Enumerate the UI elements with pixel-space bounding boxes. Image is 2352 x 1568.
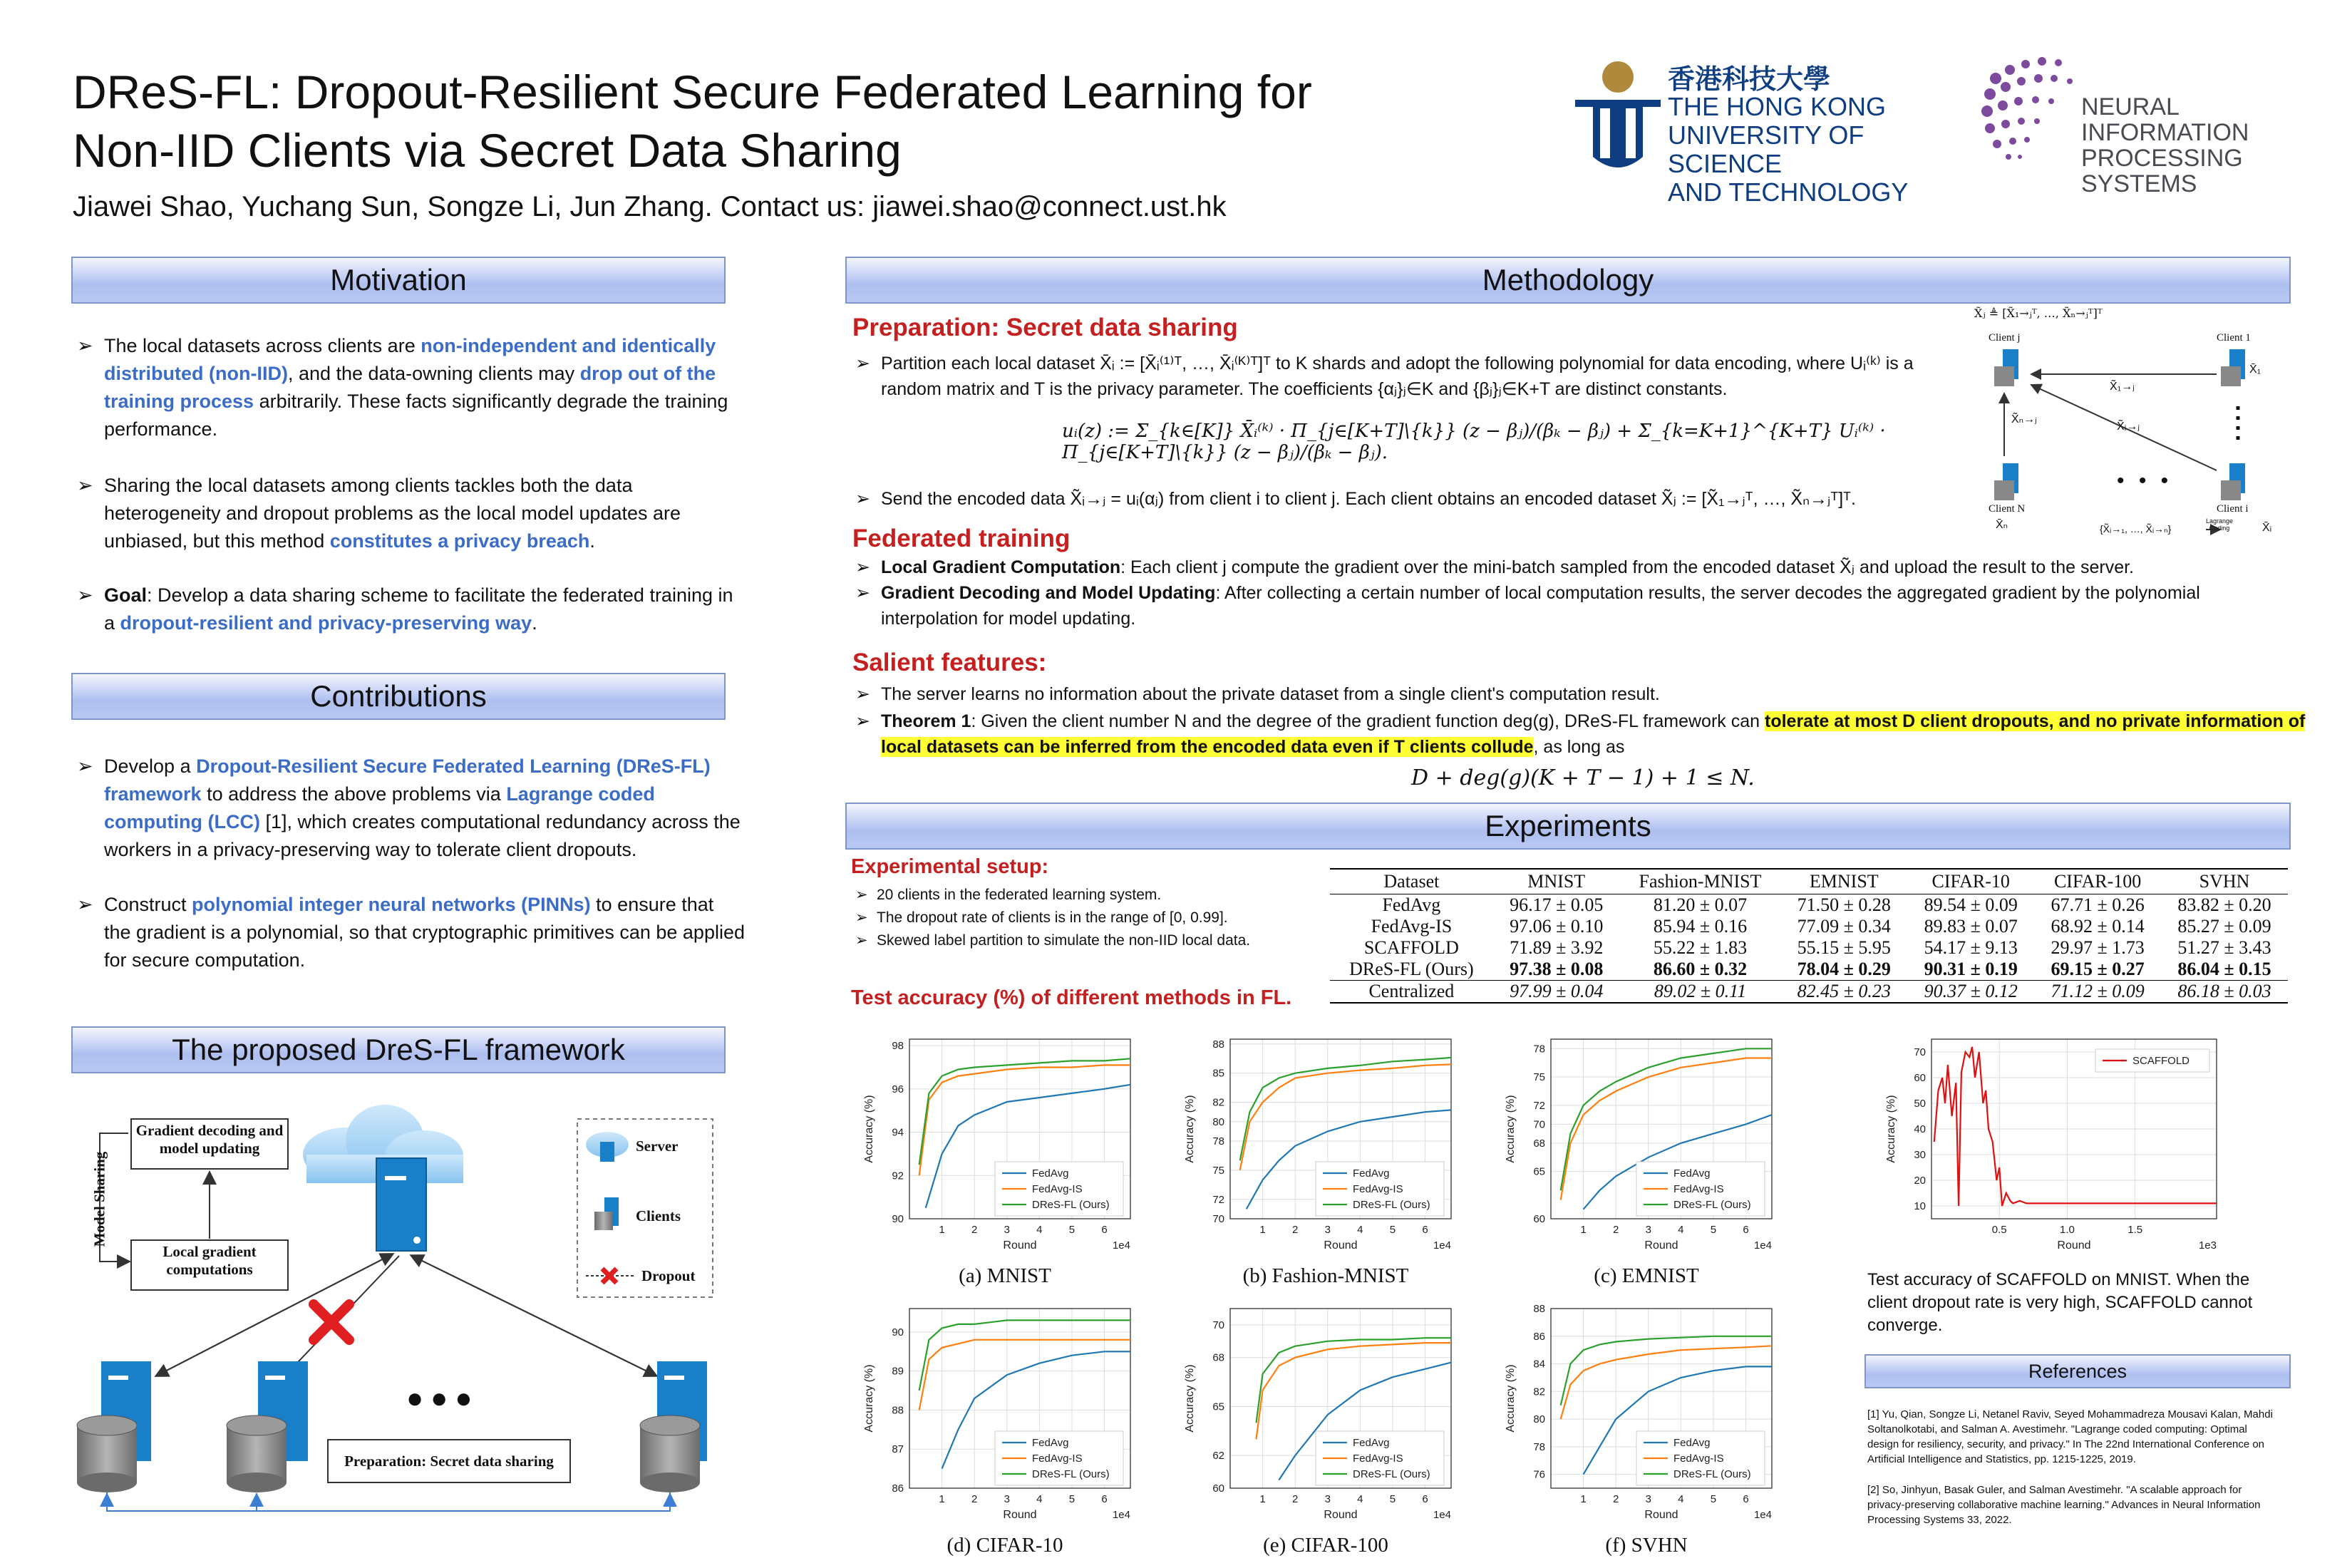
x-tick-label: 5 [1068, 1493, 1076, 1505]
fed-training-heading: Federated training [852, 525, 1071, 552]
y-tick-label: 62 [1212, 1450, 1224, 1463]
motivation-bullet-1: ➢ The local datasets across clients are non-independent and identically distributed (non-IID), and the data-owning clients may drop out of the training process arbitrarily. These facts significantly degrade the training performance. [77, 332, 746, 443]
x-tick-label: 3 [1324, 1493, 1331, 1505]
scaffold-caption: Test accuracy of SCAFFOLD on MNIST. When the client dropout rate is very high, SCAFFOLD cannot converge. [1867, 1270, 2253, 1335]
x-tick-label: 4 [1036, 1224, 1043, 1236]
series-line [1561, 1346, 1772, 1419]
framework-heading: The proposed DreS-FL framework [71, 1026, 726, 1073]
y-tick-label: 70 [1914, 1046, 1926, 1058]
fed-bullet-2: ➢ Gradient Decoding and Model Updating: After collecting a certain number of local computation results, the server decodes the aggregated gradient by the polynomial interpolation for model updating. [855, 580, 2264, 631]
chart-svg [1487, 1029, 1793, 1264]
reference-1: [1] Yu, Qian, Songze Li, Netanel Raviv, Seyed Mohammadreza Mousavi Kalan, Mahdi Soltanolkotabi, and Salman A. Avestimehr. "Lagrange coded computing: Optimal design for resiliency, security, and privacy." In The 22nd International Conference on Artificial Intelligence and Statistics, pp. 1215-1225, 2019. [1867, 1408, 2273, 1465]
motivation-heading: Motivation [71, 257, 726, 304]
y-tick-label: 68 [1533, 1137, 1545, 1150]
arrow-bullet-icon: ➢ [77, 335, 93, 356]
y-tick-label: 90 [892, 1213, 904, 1225]
y-tick-label: 50 [1914, 1098, 1926, 1110]
y-tick-label: 70 [1533, 1118, 1545, 1131]
x-tick-label: 1.5 [2127, 1224, 2143, 1236]
series-line [1257, 1338, 1452, 1423]
x-tick-label: 2 [1613, 1224, 1619, 1236]
client-n-icon [1994, 463, 2018, 500]
x-tick-label: 6 [1101, 1493, 1108, 1505]
legend-client-icon [594, 1197, 619, 1230]
legend-label: FedAvg-IS [1673, 1183, 1724, 1195]
chart-svg [1166, 1299, 1472, 1534]
setup-heading: Experimental setup: [851, 855, 1049, 878]
y-tick-label: 82 [1212, 1096, 1224, 1109]
y-tick-label: 89 [892, 1365, 904, 1378]
y-tick-label: 86 [1533, 1330, 1545, 1343]
y-tick-label: 80 [1533, 1413, 1545, 1426]
chart-mnist [845, 1029, 1152, 1264]
table-row: FedAvg 96.17 ± 0.05 81.20 ± 0.07 71.50 ± 0.28 89.54 ± 0.09 67.71 ± 0.26 83.82 ± 0.20 [1382, 894, 2271, 915]
contributions-heading: Contributions [71, 673, 726, 720]
x-tick-label: 6 [1422, 1224, 1428, 1236]
x-tick-label: 4 [1357, 1493, 1363, 1505]
y-tick-label: 75 [1533, 1071, 1545, 1084]
encoding-equation: uᵢ(z) := Σ_{k∈[K]} X̄ᵢ⁽ᵏ⁾ · Π_{j∈[K+T]\{k}} (z − βⱼ)/(βₖ − βⱼ) + Σ_{k=K+1}^{K+T} Uᵢ⁽ᵏ⁾ · Π_{j∈[K+T]\{k}} (z − βⱼ)/(βₖ − βⱼ). [1062, 421, 1886, 463]
y-tick-label: 40 [1914, 1123, 1926, 1135]
y-axis-label: Accuracy (%) [1505, 1364, 1517, 1433]
y-tick-label: 86 [892, 1482, 904, 1495]
fed-bullet-1: ➢ Local Gradient Computation: Each client j compute the gradient over the mini-batch sampled from the encoded dataset X̃ⱼ and upload the result to the server. [855, 555, 2306, 580]
x-tick-label: 1 [1580, 1493, 1587, 1505]
x-tick-label: 4 [1678, 1224, 1684, 1236]
x-tick-label: 2 [1292, 1224, 1299, 1236]
arrow-bullet-icon: ➢ [855, 932, 868, 949]
x-tick-label: 4 [1678, 1493, 1684, 1505]
x-tick-label: 3 [1004, 1493, 1010, 1505]
y-tick-label: 78 [1212, 1135, 1224, 1148]
caption-cifar10: (d) CIFAR-10 [947, 1534, 1063, 1557]
client-j-icon [1994, 349, 2018, 386]
arrow-bullet-icon: ➢ [855, 909, 868, 926]
y-tick-label: 85 [1212, 1067, 1224, 1080]
x-tick-label: 4 [1357, 1224, 1363, 1236]
neurips-dots-icon [1974, 50, 2081, 171]
legend-label: FedAvg [1673, 1167, 1711, 1180]
chart-svg [845, 1299, 1152, 1534]
y-tick-label: 92 [892, 1170, 904, 1182]
caption-mnist: (a) MNIST [959, 1264, 1051, 1287]
x-tick-label: 6 [1743, 1493, 1749, 1505]
setup-item: ➢ Skewed label partition to simulate the non-IID local data. [877, 929, 1361, 952]
legend-label: FedAvg-IS [1673, 1453, 1724, 1465]
setup-item: ➢ 20 clients in the federated learning system. [877, 884, 1361, 907]
x-tick-label: 3 [1324, 1224, 1331, 1236]
x-axis-label: Round [1644, 1509, 1678, 1521]
y-tick-label: 88 [892, 1404, 904, 1417]
x-axis-label: Round [2057, 1239, 2091, 1252]
y-tick-label: 78 [1533, 1440, 1545, 1453]
dropout-x-icon [314, 1304, 349, 1340]
chart-svg [1166, 1029, 1472, 1264]
y-axis-label: Accuracy (%) [1505, 1095, 1517, 1163]
y-tick-label: 90 [892, 1326, 904, 1339]
table-heading: Test accuracy (%) of different methods in FL. [851, 986, 1292, 1009]
reference-2: [2] So, Jinhyun, Basak Guler, and Salman Avestimehr. "A scalable approach for privacy-preserving collaborative machine learning." Advances in Neural Information Processing Systems 33, 2022. [1867, 1484, 2261, 1526]
y-tick-label: 88 [1212, 1038, 1224, 1051]
x-tick-label: 2 [1613, 1493, 1619, 1505]
cloud-server-icon [303, 1105, 463, 1251]
x-tick-label: 1 [1580, 1224, 1587, 1236]
x-tick-label: 0.5 [1991, 1224, 2007, 1236]
legend-label: FedAvg-IS [1353, 1183, 1403, 1195]
legend-label: FedAvg-IS [1353, 1453, 1403, 1465]
y-tick-label: 87 [892, 1443, 904, 1456]
arrow-bullet-icon: ➢ [855, 489, 870, 509]
x-axis-label: Round [1003, 1239, 1037, 1252]
chart-scaffold [1867, 1029, 2238, 1264]
table-row: Centralized 97.99 ± 0.04 89.02 ± 0.11 82.45 ± 0.23 90.37 ± 0.12 71.12 ± 0.09 86.18 ± 0.03 [1330, 981, 2288, 1004]
y-tick-label: 96 [892, 1083, 904, 1095]
legend-label: DReS-FL (Ours) [1673, 1199, 1751, 1211]
y-tick-label: 72 [1212, 1193, 1224, 1206]
y-tick-label: 70 [1212, 1319, 1224, 1331]
y-tick-label: 94 [892, 1126, 904, 1139]
arrow-bullet-icon: ➢ [77, 475, 93, 496]
coding-diagram: X̃ⱼ ≜ [X̃₁→ⱼᵀ, …, X̃ₙ→ⱼᵀ]ᵀ Client j Client 1 Client N Client i X̄₁ X̄ₙ X̄ᵢ X̃₁→ⱼ X̃ₙ→ⱼ X̃ᵢ→ⱼ {X̃ᵢ→₁, …, X̃ᵢ→ₙ} Lagrange Coding • • • [1974, 306, 2272, 535]
legend-label: FedAvg [1673, 1437, 1711, 1449]
caption-emnist: (c) EMNIST [1594, 1264, 1699, 1287]
y-tick-label: 68 [1212, 1351, 1224, 1364]
x-tick-label: 2 [971, 1224, 978, 1236]
x-tick-label: 3 [1645, 1493, 1651, 1505]
references-heading: References [1864, 1354, 2291, 1388]
experiments-heading: Experiments [845, 803, 2291, 850]
salient-heading: Salient features: [852, 649, 1047, 676]
legend-label: DReS-FL (Ours) [1353, 1468, 1430, 1480]
x-tick-label: 1.0 [2060, 1224, 2075, 1236]
neurips-logo: NEURAL INFORMATION PROCESSING SYSTEMS [1974, 50, 2316, 185]
y-axis-label: Accuracy (%) [863, 1095, 875, 1163]
x-tick-label: 6 [1743, 1224, 1749, 1236]
x-tick-label: 6 [1422, 1493, 1428, 1505]
arrow-bullet-icon: ➢ [855, 887, 868, 903]
y-tick-label: 82 [1533, 1386, 1545, 1398]
x-tick-label: 3 [1645, 1224, 1651, 1236]
arrow-bullet-icon: ➢ [77, 894, 93, 915]
chart-svhn [1487, 1299, 1793, 1534]
table-row: SCAFFOLD 71.89 ± 3.92 55.22 ± 1.83 55.15 ± 5.95 54.17 ± 9.13 29.97 ± 1.73 51.27 ± 3.43 [1363, 937, 2271, 958]
y-tick-label: 76 [1533, 1468, 1545, 1481]
arrow-bullet-icon: ➢ [855, 354, 870, 373]
prep-bullet-2: ➢ Send the encoded data X̃ᵢ→ⱼ = uᵢ(αⱼ) from client i to client j. Each client obtains an encoded dataset X̃ⱼ := [X̃₁→ⱼᵀ, …, X̃ₙ→ⱼᵀ]ᵀ. [855, 486, 1979, 512]
y-tick-label: 60 [1212, 1482, 1224, 1495]
x-exponent-label: 1e3 [2198, 1239, 2217, 1252]
y-tick-label: 70 [1212, 1213, 1224, 1225]
hkust-logo: 香港科技大學 THE HONG KONG UNIVERSITY OF SCIENCE AND TECHNOLOGY [1568, 57, 1967, 185]
series-line [1240, 1064, 1451, 1170]
y-tick-label: 65 [1533, 1165, 1545, 1178]
x-axis-label: Round [1324, 1239, 1358, 1252]
y-tick-label: 75 [1212, 1164, 1224, 1177]
x-axis-label: Round [1324, 1509, 1358, 1521]
x-tick-label: 1 [1259, 1493, 1266, 1505]
contributions-bullet-2: ➢ Construct polynomial integer neural networks (PINNs) to ensure that the gradient is a polynomial, so that cryptographic primitives can be applied for secure computation. [77, 891, 746, 974]
hkust-emblem-icon [1568, 57, 1668, 185]
prep-bullet-1: ➢ Partition each local dataset X̄ᵢ := [X̄ᵢ⁽¹⁾ᵀ, …, X̄ᵢ⁽ᴷ⁾ᵀ]ᵀ to K shards and adopt the following polynomial for data encoding, where Uᵢ⁽ᵏ⁾ is a random matrix and T is the privacy parameter. The coefficients {αⱼ}ⱼ∈K and {βⱼ}ⱼ∈K+T are distinct constants. [855, 351, 1979, 402]
chart-emnist [1487, 1029, 1793, 1264]
legend-label: DReS-FL (Ours) [1673, 1468, 1751, 1480]
series-line [919, 1058, 1130, 1165]
chart-svg [845, 1029, 1152, 1264]
caption-fashion-mnist: (b) Fashion-MNIST [1242, 1264, 1409, 1287]
y-tick-label: 72 [1533, 1099, 1545, 1112]
motivation-bullet-2: ➢ Sharing the local datasets among clients tackles both the data heterogeneity and dropout problems as the local model updates are unbiased, but this method constitutes a privacy breach. [77, 472, 746, 555]
x-tick-label: 2 [1292, 1493, 1299, 1505]
y-tick-label: 98 [892, 1040, 904, 1053]
authors-line: Jiawei Shao, Yuchang Sun, Songze Li, Jun Zhang. Contact us: jiawei.shao@connect.ust.hk [73, 191, 1227, 222]
legend-label: DReS-FL (Ours) [1032, 1468, 1110, 1480]
arrow-bullet-icon: ➢ [855, 583, 870, 603]
salient-bullet-1: ➢ The server learns no information about the private dataset from a single client's computation result. [855, 681, 2306, 707]
y-axis-label: Accuracy (%) [863, 1364, 875, 1433]
methodology-heading: Methodology [845, 257, 2291, 304]
x-exponent-label: 1e4 [1753, 1509, 1772, 1521]
client-icon [77, 1361, 151, 1492]
x-tick-label: 1 [939, 1493, 945, 1505]
legend-label: SCAFFOLD [2132, 1055, 2190, 1067]
y-tick-label: 10 [1914, 1200, 1926, 1212]
arrow-bullet-icon: ➢ [77, 584, 93, 606]
legend-label: FedAvg-IS [1032, 1183, 1083, 1195]
y-axis-label: Accuracy (%) [1184, 1095, 1196, 1163]
x-tick-label: 3 [1004, 1224, 1010, 1236]
y-tick-label: 60 [1533, 1213, 1545, 1225]
series-line [919, 1065, 1130, 1175]
motivation-bullet-3: ➢ Goal: Develop a data sharing scheme to facilitate the federated training in a dropout-resilient and privacy-preserving way. [77, 582, 746, 637]
series-line [919, 1340, 1130, 1410]
chart-svg [1487, 1299, 1793, 1534]
chart-cifar10 [845, 1299, 1152, 1534]
legend-server-icon [586, 1132, 629, 1162]
legend-label: FedAvg-IS [1032, 1453, 1083, 1465]
x-tick-label: 1 [939, 1224, 945, 1236]
x-exponent-label: 1e4 [1433, 1509, 1451, 1521]
more-clients-dots: ●●● [406, 1383, 480, 1414]
setup-list [855, 884, 1361, 952]
x-axis-label: Round [1644, 1239, 1678, 1252]
y-tick-label: 65 [1212, 1401, 1224, 1413]
series-line [919, 1320, 1130, 1391]
y-tick-label: 60 [1914, 1072, 1926, 1084]
y-tick-label: 78 [1533, 1043, 1545, 1056]
table-row: FedAvg-IS 97.06 ± 0.10 85.94 ± 0.16 77.09 ± 0.34 89.83 ± 0.07 68.92 ± 0.14 85.27 ± 0.09 [1371, 916, 2271, 937]
x-exponent-label: 1e4 [1112, 1239, 1130, 1252]
y-axis-label: Accuracy (%) [1885, 1095, 1897, 1163]
framework-diagram: Gradient decoding and model updating Local gradient computations Model Sharing Server Clients Dropout Preparation: Secret data sharing ●●● [71, 1090, 727, 1518]
prep-heading: Preparation: Secret data sharing [852, 314, 1238, 341]
client-1-icon [2221, 349, 2245, 386]
x-tick-label: 2 [971, 1493, 978, 1505]
y-tick-label: 20 [1914, 1175, 1926, 1187]
salient-bullet-2: ➢ Theorem 1: Given the client number N and the degree of the gradient function deg(g), DReS-FL framework can tolerate at most D client dropouts, and no private information of local datasets can be inferred from the encoded data even if T clients collude, as long as [855, 708, 2306, 760]
arrow-bullet-icon: ➢ [855, 557, 870, 577]
legend-label: FedAvg [1032, 1437, 1069, 1449]
theorem-equation: D + deg(g)(K + T − 1) + 1 ≤ N. [1411, 765, 1755, 790]
y-axis-label: Accuracy (%) [1184, 1364, 1196, 1433]
x-tick-label: 5 [1710, 1493, 1717, 1505]
client-icon [640, 1361, 707, 1492]
table-row: DReS-FL (Ours) 97.38 ± 0.08 86.60 ± 0.32 78.04 ± 0.29 90.31 ± 0.19 69.15 ± 0.27 86.04 ± 0.15 [1330, 959, 2288, 981]
arrow-bullet-icon: ➢ [77, 755, 93, 777]
table-header-row: Dataset MNIST Fashion-MNIST EMNIST CIFAR-10 CIFAR-100 SVHN [1330, 869, 2288, 894]
x-axis-label: Round [1003, 1509, 1037, 1521]
x-tick-label: 5 [1389, 1493, 1396, 1505]
x-exponent-label: 1e4 [1112, 1509, 1130, 1521]
legend-label: FedAvg [1353, 1167, 1390, 1180]
caption-cifar100: (e) CIFAR-100 [1263, 1534, 1388, 1557]
y-tick-label: 88 [1533, 1303, 1545, 1315]
client-i-icon [2221, 463, 2245, 500]
client-icon [227, 1361, 308, 1492]
x-tick-label: 5 [1068, 1224, 1076, 1236]
arrow-bullet-icon: ➢ [855, 684, 870, 704]
poster-title: DReS-FL: Dropout-Resilient Secure Federated Learning for Non-IID Clients via Secret Data Sharing [73, 66, 1312, 177]
x-tick-label: 4 [1036, 1493, 1043, 1505]
x-tick-label: 1 [1259, 1224, 1266, 1236]
chart-cifar100 [1166, 1299, 1472, 1534]
chart-svg [1867, 1029, 2238, 1264]
x-exponent-label: 1e4 [1433, 1239, 1451, 1252]
legend-label: FedAvg [1032, 1167, 1069, 1180]
more-clients-dots: • • • [2117, 469, 2173, 492]
y-tick-label: 84 [1533, 1358, 1545, 1371]
x-exponent-label: 1e4 [1753, 1239, 1772, 1252]
legend-label: FedAvg [1353, 1437, 1390, 1449]
y-tick-label: 30 [1914, 1149, 1926, 1161]
caption-svhn: (f) SVHN [1605, 1534, 1688, 1557]
x-tick-label: 5 [1710, 1224, 1717, 1236]
series-line [1561, 1336, 1772, 1405]
chart-fashion-mnist [1166, 1029, 1472, 1264]
x-tick-label: 5 [1389, 1224, 1396, 1236]
legend-dropout-icon [586, 1269, 634, 1283]
legend-label: DReS-FL (Ours) [1032, 1199, 1110, 1211]
setup-item: ➢ The dropout rate of clients is in the range of [0, 0.99]. [877, 907, 1361, 929]
arrow-bullet-icon: ➢ [855, 711, 870, 731]
results-table [1330, 868, 2288, 1004]
legend-label: DReS-FL (Ours) [1353, 1199, 1430, 1211]
x-tick-label: 6 [1101, 1224, 1108, 1236]
y-tick-label: 80 [1212, 1115, 1224, 1128]
contributions-bullet-1: ➢ Develop a Dropout-Resilient Secure Federated Learning (DReS-FL) framework to address the above problems via Lagrange coded computing (LCC) [1], which creates computational redundancy across the workers in a privacy-preserving way to tolerate client dropouts. [77, 753, 746, 864]
